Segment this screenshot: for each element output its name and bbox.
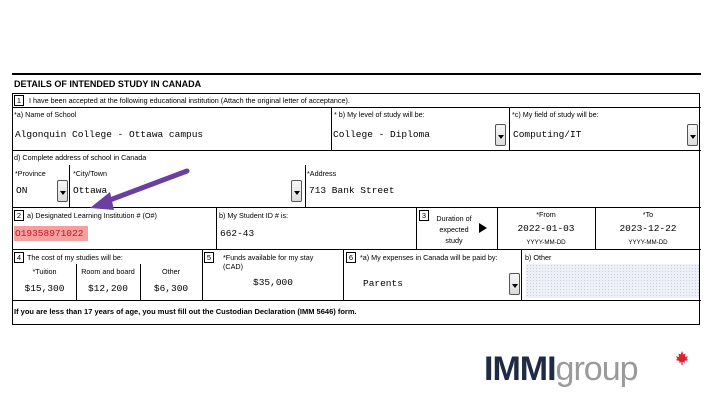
funds-field[interactable]: $35,000 xyxy=(253,277,293,288)
other-cost-label: Other xyxy=(162,267,180,276)
student-id-label: b) My Student ID # is: xyxy=(219,211,289,220)
custodian-note: If you are less than 17 years of age, you must fill out the Custodian Declaration (IMM 5646) form. xyxy=(14,307,357,316)
row-number-5: 5 xyxy=(204,252,214,263)
room-board-field[interactable]: $12,200 xyxy=(88,283,128,294)
logo-part-group: group xyxy=(555,350,638,388)
field-dropdown-arrow-icon[interactable] xyxy=(687,124,698,146)
to-date-field[interactable]: 2023-12-22 xyxy=(619,223,677,234)
city-label: *City/Town xyxy=(73,169,107,178)
paid-by-label: *a) My expenses in Canada will be paid by: xyxy=(360,253,498,262)
street-address-field[interactable]: 713 Bank Street xyxy=(309,185,395,196)
province-select[interactable]: ON xyxy=(16,185,28,196)
street-address-label: *Address xyxy=(307,169,337,178)
duration-label-line2: expected xyxy=(439,225,469,234)
row-number-1: 1 xyxy=(14,95,24,106)
tuition-field[interactable]: $15,300 xyxy=(24,283,65,294)
row-number-6: 6 xyxy=(346,252,356,263)
funds-label-line2: (CAD) xyxy=(223,262,243,271)
funds-label-line1: *Funds available for my stay xyxy=(223,253,314,262)
level-of-study-select[interactable]: College - Diploma xyxy=(333,129,430,140)
school-name-field[interactable]: Algonquin College - Ottawa campus xyxy=(15,129,204,140)
level-of-study-label: * b) My level of study will be: xyxy=(334,110,425,119)
cost-label: The cost of my studies will be: xyxy=(27,253,123,262)
duration-label xyxy=(429,213,479,246)
immigroup-logo xyxy=(484,350,638,389)
from-label: *From xyxy=(536,210,556,219)
city-dropdown-arrow-icon[interactable] xyxy=(291,180,302,202)
paid-by-dropdown-arrow-icon[interactable] xyxy=(509,273,520,295)
address-label: d) Complete address of school in Canada xyxy=(14,153,147,162)
maple-leaf-icon xyxy=(675,351,689,365)
duration-label-line3: study xyxy=(445,236,463,245)
province-dropdown-arrow-icon[interactable] xyxy=(57,180,68,202)
acceptance-text: I have been accepted at the following educational institution (Attach the original letter of acceptance). xyxy=(29,96,350,105)
student-id-field[interactable]: 662-43 xyxy=(220,228,255,239)
city-select[interactable]: Ottawa xyxy=(73,185,108,196)
annotation-arrow-icon xyxy=(80,165,195,215)
dli-label: a) Designated Learning Institution # (O#) xyxy=(27,211,157,220)
logo-part-immi: IMMI xyxy=(484,350,556,388)
tuition-label: *Tuition xyxy=(32,267,57,276)
to-format-hint: YYYY-MM-DD xyxy=(628,239,668,246)
other-paid-label: b) Other xyxy=(525,253,552,262)
province-label: *Province xyxy=(15,169,46,178)
duration-label-line1: Duration of xyxy=(436,214,472,223)
to-label: *To xyxy=(642,210,654,219)
row-number-3: 3 xyxy=(419,210,429,221)
row-number-4: 4 xyxy=(14,252,24,263)
from-date-field[interactable]: 2022-01-03 xyxy=(517,223,575,234)
from-format-hint: YYYY-MM-DD xyxy=(526,239,566,246)
section-title: DETAILS OF INTENDED STUDY IN CANADA xyxy=(14,79,202,89)
funds-label xyxy=(223,253,313,271)
level-dropdown-arrow-icon[interactable] xyxy=(495,124,506,146)
dli-field[interactable]: O19358971022 xyxy=(15,228,84,239)
school-name-label: *a) Name of School xyxy=(14,110,77,119)
field-of-study-select[interactable]: Computing/IT xyxy=(513,129,582,140)
play-arrow-icon xyxy=(479,223,487,233)
paid-by-select[interactable]: Parents xyxy=(363,278,403,289)
top-rule xyxy=(12,73,701,75)
room-board-label: Room and board xyxy=(81,267,135,276)
row-number-2: 2 xyxy=(14,210,24,221)
other-cost-field[interactable]: $6,300 xyxy=(153,283,189,294)
field-of-study-label: *c) My field of study will be: xyxy=(512,110,599,119)
other-paid-field[interactable] xyxy=(526,264,699,298)
